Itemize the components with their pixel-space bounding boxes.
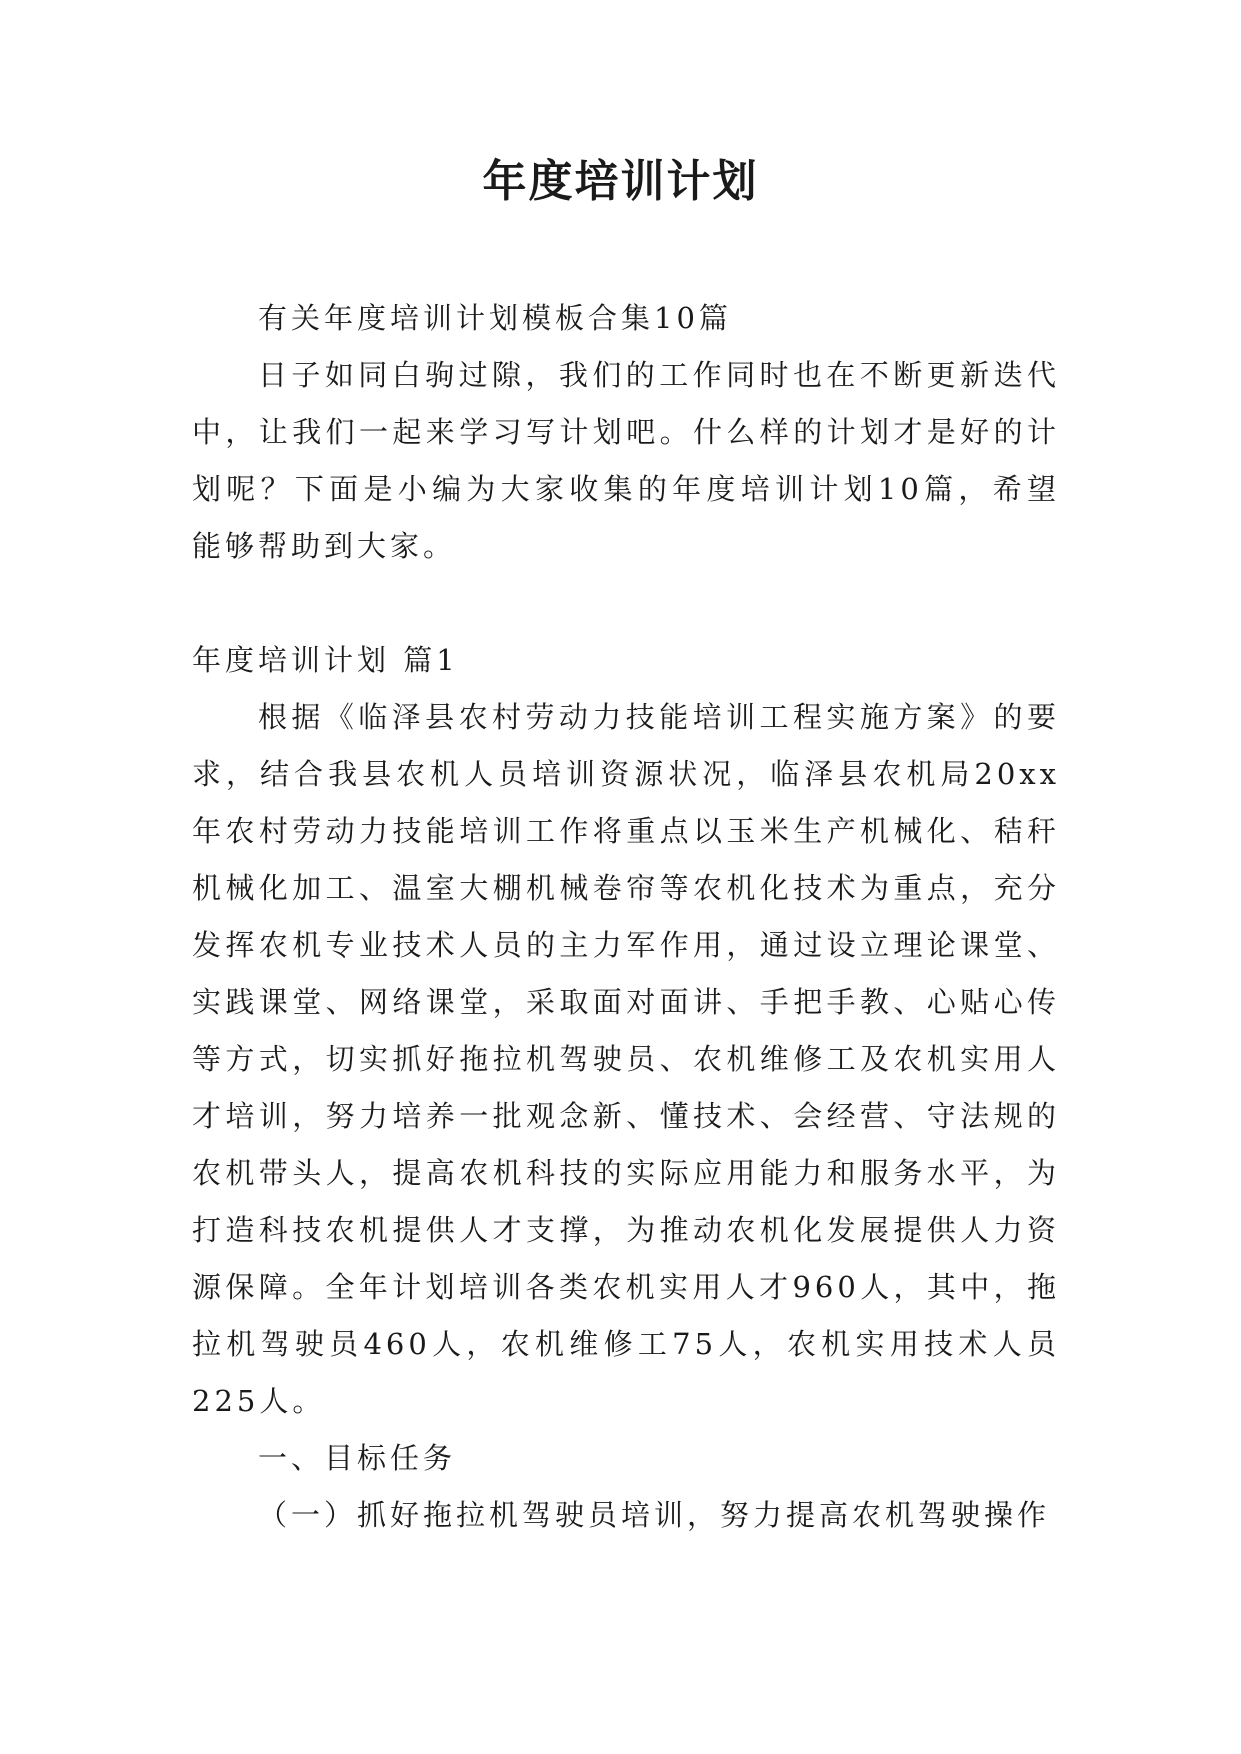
- section-heading: 年度培训计划 篇1: [192, 643, 459, 677]
- list-item-subheading: （一）抓好拖拉机驾驶员培训，努力提高农机驾驶操作: [258, 1498, 1051, 1532]
- subtitle-paragraph: 有关年度培训计划模板合集10篇: [258, 301, 732, 335]
- section-paragraph: 根据《临泽县农村劳动力技能培训工程实施方案》的要求，结合我县农机人员培训资源状况，临泽县农机局20xx年农村劳动力技能培训工作将重点以玉米生产机械化、秸秆机械化加工、温室大棚机械卷帘等农机化技术为重点，充分发挥农机专业技术人员的主力军作用，通过设立理论课堂、实践课堂、网络课堂，采取面对面讲、手把手教、心贴心传等方式，切实抓好拖拉机驾驶员、农机维修工及农机实用人才培训，努力培养一批观念新、懂技术、会经营、守法规的农机带头人，提高农机科技的实际应用能力和服务水平，为打造科技农机提供人才支撑，为推动农机化发展提供人力资源保障。全年计划培训各类农机实用人才960人，其中，拖拉机驾驶员460人，农机维修工75人，农机实用技术人员225人。: [192, 700, 1060, 1418]
- paragraph-spacer: [192, 575, 1060, 632]
- intro-paragraph: 日子如同白驹过隙，我们的工作同时也在不断更新迭代中，让我们一起来学习写计划吧。什么样的计划才是好的计划呢？下面是小编为大家收集的年度培训计划10篇，希望能够帮助到大家。: [192, 358, 1060, 563]
- document-body: [192, 290, 1060, 1544]
- list-item-heading: 一、目标任务: [258, 1441, 457, 1475]
- page-title: 年度培训计划: [482, 156, 759, 207]
